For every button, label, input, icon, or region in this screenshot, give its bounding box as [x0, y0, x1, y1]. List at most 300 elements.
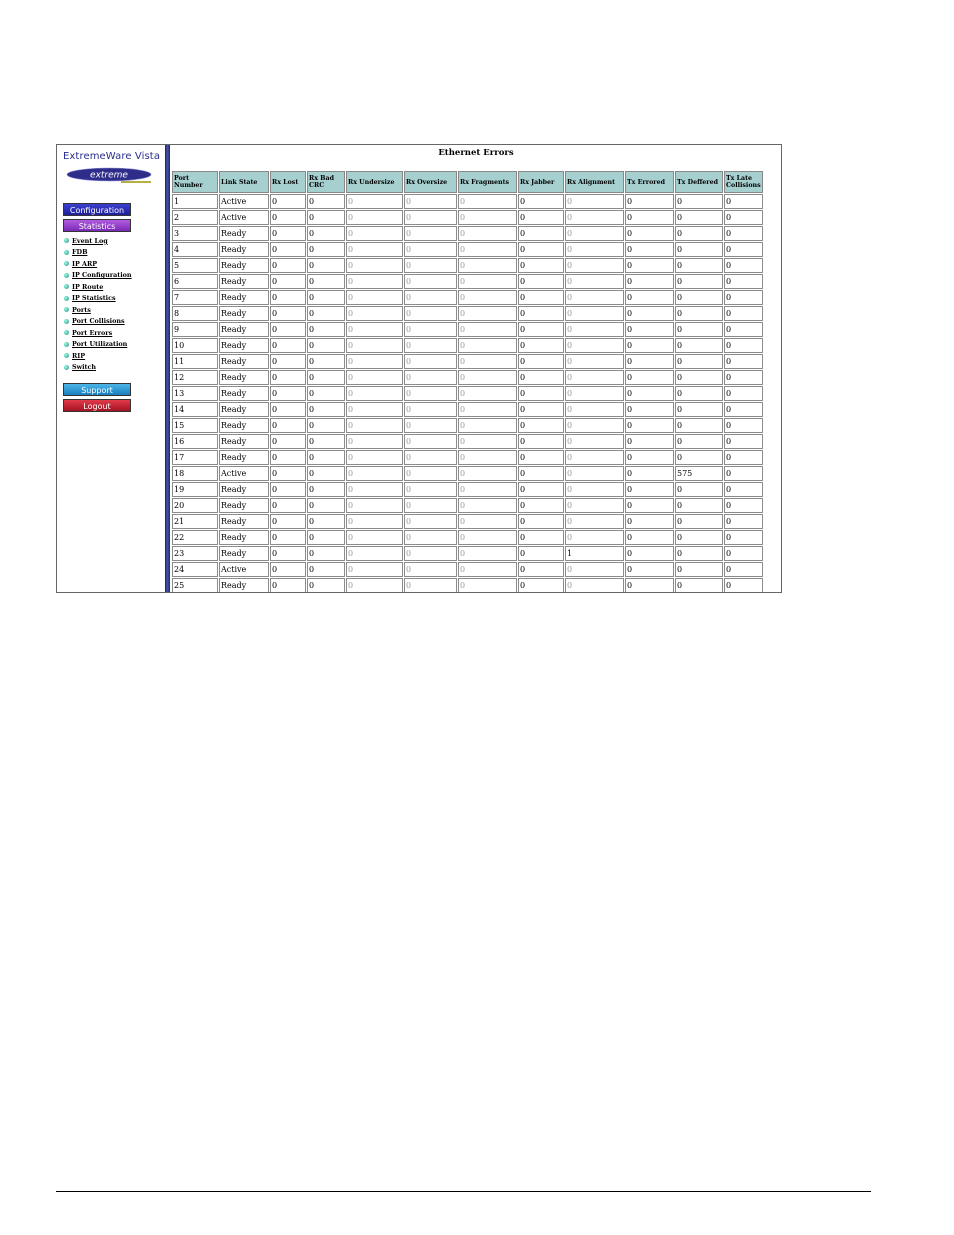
logo-text: extreme — [90, 170, 128, 181]
table-cell: Ready — [219, 274, 269, 289]
table-cell: 0 — [307, 514, 345, 529]
table-cell: Ready — [219, 226, 269, 241]
column-header: Rx Fragments — [458, 171, 517, 193]
table-cell: 0 — [625, 290, 674, 305]
table-cell: 0 — [404, 210, 457, 225]
table-cell: 0 — [404, 258, 457, 273]
table-cell: 0 — [458, 546, 517, 561]
table-row — [172, 530, 763, 545]
table-cell: 0 — [565, 530, 624, 545]
table-cell: 0 — [307, 498, 345, 513]
table-cell: 0 — [458, 274, 517, 289]
table-cell: 0 — [518, 546, 564, 561]
table-cell: 0 — [458, 498, 517, 513]
table-cell: 0 — [270, 274, 306, 289]
table-cell: 0 — [346, 498, 403, 513]
table-cell: 18 — [172, 466, 218, 481]
table-cell: 0 — [458, 242, 517, 257]
bullet-icon — [64, 365, 69, 370]
sidebar-link-item — [64, 304, 132, 316]
table-cell: 0 — [346, 306, 403, 321]
table-cell: 0 — [625, 386, 674, 401]
table-cell: 0 — [270, 306, 306, 321]
table-cell: 13 — [172, 386, 218, 401]
table-cell: 22 — [172, 530, 218, 545]
table-cell: 0 — [346, 578, 403, 593]
table-cell: 0 — [458, 418, 517, 433]
table-cell: 0 — [518, 562, 564, 577]
table-cell: 0 — [307, 306, 345, 321]
bullet-icon — [64, 284, 69, 289]
table-cell: 0 — [346, 418, 403, 433]
sidebar-link-item — [64, 281, 132, 293]
table-row — [172, 418, 763, 433]
table-cell: 0 — [625, 226, 674, 241]
table-cell: 0 — [270, 242, 306, 257]
table-cell: Active — [219, 466, 269, 481]
table-cell: 0 — [565, 562, 624, 577]
extreme-logo — [65, 167, 153, 184]
table-cell: 0 — [458, 434, 517, 449]
table-cell: 0 — [724, 258, 763, 273]
table-cell: 0 — [307, 402, 345, 417]
table-cell: 0 — [724, 418, 763, 433]
main-content — [171, 145, 781, 592]
table-cell: 0 — [625, 450, 674, 465]
support-button[interactable]: Support — [63, 383, 131, 396]
table-cell: 0 — [724, 530, 763, 545]
table-cell: 0 — [625, 354, 674, 369]
sidebar-divider — [165, 145, 170, 592]
table-cell: 0 — [346, 482, 403, 497]
sidebar-link-fdb[interactable]: FDB — [72, 248, 88, 257]
statistics-button[interactable]: Statistics — [63, 219, 131, 232]
table-cell: 0 — [404, 418, 457, 433]
table-cell: 0 — [404, 194, 457, 209]
column-header: Rx Oversize — [404, 171, 457, 193]
column-header: Tx Late Collisions — [724, 171, 763, 193]
table-cell: 0 — [346, 466, 403, 481]
table-cell: 0 — [270, 226, 306, 241]
table-cell: 0 — [625, 338, 674, 353]
table-cell: 0 — [675, 210, 723, 225]
column-header: Rx Lost — [270, 171, 306, 193]
table-cell: 17 — [172, 450, 218, 465]
table-row — [172, 226, 763, 241]
table-cell: 8 — [172, 306, 218, 321]
column-header: Rx Bad CRC — [307, 171, 345, 193]
table-cell: 0 — [565, 322, 624, 337]
table-cell: 0 — [404, 226, 457, 241]
table-cell: 0 — [270, 258, 306, 273]
table-cell: 0 — [518, 402, 564, 417]
table-cell: 0 — [565, 226, 624, 241]
table-cell: 0 — [724, 482, 763, 497]
table-cell: 0 — [625, 434, 674, 449]
table-cell: Ready — [219, 242, 269, 257]
table-cell: 0 — [565, 370, 624, 385]
table-cell: 0 — [307, 274, 345, 289]
table-cell: 19 — [172, 482, 218, 497]
table-row — [172, 194, 763, 209]
table-cell: 0 — [565, 514, 624, 529]
table-cell: 0 — [675, 402, 723, 417]
table-cell: 15 — [172, 418, 218, 433]
ethernet-errors-table — [171, 170, 764, 593]
sidebar-link-port-errors[interactable]: Port Errors — [72, 328, 113, 337]
table-cell: 0 — [675, 562, 723, 577]
table-cell: 0 — [675, 578, 723, 593]
table-cell: 0 — [307, 482, 345, 497]
table-cell: 0 — [724, 242, 763, 257]
table-cell: 0 — [625, 402, 674, 417]
table-cell: 0 — [458, 386, 517, 401]
table-cell: 0 — [518, 482, 564, 497]
bullet-icon — [64, 273, 69, 278]
table-cell: 0 — [307, 546, 345, 561]
table-cell: 0 — [625, 466, 674, 481]
bullet-icon — [64, 250, 69, 255]
configuration-button[interactable]: Configuration — [63, 203, 131, 216]
table-cell: 0 — [518, 466, 564, 481]
table-cell: 5 — [172, 258, 218, 273]
sidebar-link-port-utilization[interactable]: Port Utilization — [72, 340, 128, 349]
table-cell: 0 — [724, 578, 763, 593]
table-cell: 0 — [625, 514, 674, 529]
table-cell: 0 — [625, 194, 674, 209]
table-cell: 0 — [675, 370, 723, 385]
table-cell: 0 — [307, 434, 345, 449]
table-cell: 0 — [518, 498, 564, 513]
table-cell: 0 — [675, 306, 723, 321]
table-cell: 0 — [724, 354, 763, 369]
table-cell: 0 — [458, 402, 517, 417]
table-cell: 0 — [270, 402, 306, 417]
table-cell: 0 — [270, 562, 306, 577]
table-cell: 0 — [270, 546, 306, 561]
table-cell: 0 — [675, 226, 723, 241]
table-cell: 0 — [404, 322, 457, 337]
table-cell: 0 — [307, 530, 345, 545]
table-cell: 0 — [458, 482, 517, 497]
table-cell: 0 — [724, 466, 763, 481]
table-cell: 0 — [724, 290, 763, 305]
table-cell: Ready — [219, 322, 269, 337]
table-cell: 0 — [518, 322, 564, 337]
table-cell: 0 — [270, 434, 306, 449]
table-cell: 0 — [458, 370, 517, 385]
table-cell: 0 — [346, 210, 403, 225]
table-cell: 0 — [625, 306, 674, 321]
table-cell: 0 — [625, 258, 674, 273]
table-row — [172, 498, 763, 513]
table-cell: 1 — [172, 194, 218, 209]
sidebar-link-ip-configuration[interactable]: IP Configuration — [72, 271, 132, 280]
table-cell: 0 — [565, 450, 624, 465]
table-cell: 0 — [724, 514, 763, 529]
statistics-link-list — [64, 235, 132, 373]
table-cell: 0 — [270, 338, 306, 353]
table-cell: 0 — [724, 450, 763, 465]
table-cell: 0 — [675, 354, 723, 369]
table-cell: 0 — [724, 322, 763, 337]
table-cell: 0 — [307, 386, 345, 401]
table-cell: 9 — [172, 322, 218, 337]
table-cell: 0 — [346, 242, 403, 257]
table-cell: 0 — [518, 354, 564, 369]
table-cell: 0 — [307, 338, 345, 353]
table-cell: 14 — [172, 402, 218, 417]
table-cell: 0 — [565, 418, 624, 433]
table-cell: 0 — [518, 386, 564, 401]
table-cell: 0 — [458, 338, 517, 353]
table-cell: 0 — [625, 322, 674, 337]
table-cell: 0 — [404, 498, 457, 513]
table-cell: 0 — [675, 194, 723, 209]
table-cell: 0 — [625, 498, 674, 513]
table-cell: 0 — [346, 386, 403, 401]
table-cell: 2 — [172, 210, 218, 225]
table-cell: Ready — [219, 514, 269, 529]
table-cell: 0 — [346, 546, 403, 561]
sidebar-link-ip-statistics[interactable]: IP Statistics — [72, 294, 116, 303]
table-cell: 0 — [307, 354, 345, 369]
table-row — [172, 450, 763, 465]
table-cell: Ready — [219, 402, 269, 417]
table-cell: 0 — [346, 434, 403, 449]
table-cell: Active — [219, 194, 269, 209]
table-cell: 0 — [270, 578, 306, 593]
table-cell: 0 — [346, 354, 403, 369]
table-cell: 0 — [518, 194, 564, 209]
table-cell: 0 — [307, 418, 345, 433]
table-cell: 0 — [565, 194, 624, 209]
table-row — [172, 354, 763, 369]
table-cell: 0 — [346, 562, 403, 577]
table-cell: 7 — [172, 290, 218, 305]
column-header: Rx Jabber — [518, 171, 564, 193]
table-cell: 0 — [724, 338, 763, 353]
table-cell: 0 — [307, 370, 345, 385]
table-cell: 25 — [172, 578, 218, 593]
table-cell: 0 — [724, 386, 763, 401]
table-cell: 0 — [675, 450, 723, 465]
table-cell: 16 — [172, 434, 218, 449]
table-cell: 24 — [172, 562, 218, 577]
table-cell: 0 — [675, 418, 723, 433]
table-cell: 0 — [518, 338, 564, 353]
table-cell: 0 — [675, 386, 723, 401]
table-cell: 0 — [724, 194, 763, 209]
table-cell: 0 — [346, 194, 403, 209]
table-row — [172, 290, 763, 305]
table-cell: 0 — [346, 338, 403, 353]
table-cell: 0 — [565, 338, 624, 353]
table-cell: 0 — [724, 274, 763, 289]
table-cell: 0 — [307, 258, 345, 273]
table-cell: 0 — [270, 194, 306, 209]
table-cell: 0 — [518, 210, 564, 225]
table-cell: 0 — [346, 322, 403, 337]
sidebar-link-ip-route[interactable]: IP Route — [72, 282, 104, 291]
sidebar-link-ip-arp[interactable]: IP ARP — [72, 259, 98, 268]
page-footer-rule — [56, 1191, 871, 1192]
table-cell: 0 — [458, 194, 517, 209]
table-cell: Active — [219, 562, 269, 577]
sidebar-link-ports[interactable]: Ports — [72, 305, 91, 314]
sidebar-link-port-collisions[interactable]: Port Collisions — [72, 317, 125, 326]
table-cell: 0 — [404, 466, 457, 481]
table-cell: 0 — [404, 402, 457, 417]
table-cell: 0 — [565, 354, 624, 369]
table-cell: 0 — [724, 434, 763, 449]
browser-frame — [56, 144, 782, 593]
table-cell: 1 — [565, 546, 624, 561]
table-cell: 0 — [675, 482, 723, 497]
table-cell: 0 — [518, 226, 564, 241]
table-cell: 0 — [270, 498, 306, 513]
sidebar-link-rip[interactable]: RIP — [72, 351, 86, 360]
table-row — [172, 210, 763, 225]
table-cell: 0 — [675, 498, 723, 513]
bullet-icon — [64, 319, 69, 324]
table-row — [172, 258, 763, 273]
table-cell: Ready — [219, 498, 269, 513]
table-row — [172, 274, 763, 289]
table-row — [172, 306, 763, 321]
table-cell: 0 — [458, 210, 517, 225]
table-cell: 0 — [307, 562, 345, 577]
table-cell: Ready — [219, 546, 269, 561]
table-cell: 0 — [565, 498, 624, 513]
table-cell: 0 — [625, 370, 674, 385]
table-cell: 0 — [565, 466, 624, 481]
table-cell: 0 — [518, 258, 564, 273]
table-row — [172, 466, 763, 481]
column-header: Port Number — [172, 171, 218, 193]
table-cell: 0 — [565, 274, 624, 289]
sidebar — [57, 145, 165, 592]
sidebar-link-item — [64, 316, 132, 328]
table-cell: 0 — [565, 434, 624, 449]
table-cell: 0 — [404, 354, 457, 369]
table-cell: 0 — [625, 274, 674, 289]
table-cell: 0 — [270, 450, 306, 465]
table-cell: 0 — [404, 338, 457, 353]
table-cell: 0 — [724, 498, 763, 513]
table-cell: 0 — [724, 562, 763, 577]
table-row — [172, 386, 763, 401]
bullet-icon — [64, 238, 69, 243]
column-header: Tx Deffered — [675, 171, 723, 193]
table-cell: Ready — [219, 530, 269, 545]
table-cell: 0 — [404, 434, 457, 449]
sidebar-link-item — [64, 258, 132, 270]
sidebar-link-item — [64, 247, 132, 259]
table-cell: 0 — [307, 322, 345, 337]
table-cell: 0 — [270, 482, 306, 497]
table-cell: 0 — [518, 530, 564, 545]
table-cell: 0 — [307, 578, 345, 593]
sidebar-link-switch[interactable]: Switch — [72, 363, 97, 372]
table-cell: 0 — [724, 226, 763, 241]
column-header: Rx Alignment — [565, 171, 624, 193]
table-row — [172, 370, 763, 385]
table-row — [172, 338, 763, 353]
sidebar-link-item — [64, 293, 132, 305]
table-cell: 0 — [565, 210, 624, 225]
table-cell: 0 — [307, 466, 345, 481]
table-cell: 0 — [565, 482, 624, 497]
table-cell: 0 — [404, 274, 457, 289]
table-cell: 0 — [518, 514, 564, 529]
table-cell: 21 — [172, 514, 218, 529]
table-cell: Ready — [219, 290, 269, 305]
table-cell: 0 — [346, 274, 403, 289]
table-cell: 0 — [346, 530, 403, 545]
table-cell: 0 — [625, 530, 674, 545]
table-cell: 0 — [458, 258, 517, 273]
table-cell: 0 — [404, 242, 457, 257]
bullet-icon — [64, 307, 69, 312]
table-cell: Ready — [219, 354, 269, 369]
bullet-icon — [64, 261, 69, 266]
table-row — [172, 322, 763, 337]
table-cell: 0 — [675, 274, 723, 289]
table-cell: 0 — [518, 418, 564, 433]
table-header-row — [172, 171, 763, 193]
table-row — [172, 482, 763, 497]
table-cell: Ready — [219, 338, 269, 353]
table-cell: 0 — [404, 370, 457, 385]
table-cell: 0 — [518, 242, 564, 257]
table-cell: 0 — [270, 530, 306, 545]
table-row — [172, 434, 763, 449]
table-cell: 0 — [458, 322, 517, 337]
table-cell: 0 — [270, 210, 306, 225]
table-cell: 0 — [565, 306, 624, 321]
table-cell: 0 — [458, 530, 517, 545]
column-header: Link State — [219, 171, 269, 193]
table-cell: 0 — [565, 402, 624, 417]
table-cell: 0 — [404, 482, 457, 497]
table-cell: 0 — [270, 322, 306, 337]
table-cell: 20 — [172, 498, 218, 513]
bullet-icon — [64, 296, 69, 301]
sidebar-link-item — [64, 270, 132, 282]
table-cell: 0 — [625, 562, 674, 577]
table-cell: 0 — [346, 402, 403, 417]
table-cell: 0 — [675, 514, 723, 529]
table-cell: 0 — [270, 354, 306, 369]
table-cell: Ready — [219, 578, 269, 593]
table-cell: Ready — [219, 418, 269, 433]
table-cell: 0 — [565, 242, 624, 257]
table-cell: 0 — [307, 226, 345, 241]
table-cell: 0 — [458, 306, 517, 321]
sidebar-link-event-log[interactable]: Event Log — [72, 236, 108, 245]
table-cell: 6 — [172, 274, 218, 289]
logout-button[interactable]: Logout — [63, 399, 131, 412]
table-cell: 0 — [458, 290, 517, 305]
table-cell: 0 — [518, 434, 564, 449]
table-cell: 12 — [172, 370, 218, 385]
table-cell: 0 — [518, 290, 564, 305]
table-cell: 0 — [625, 242, 674, 257]
table-cell: 0 — [404, 546, 457, 561]
table-cell: 0 — [724, 210, 763, 225]
table-cell: 575 — [675, 466, 723, 481]
